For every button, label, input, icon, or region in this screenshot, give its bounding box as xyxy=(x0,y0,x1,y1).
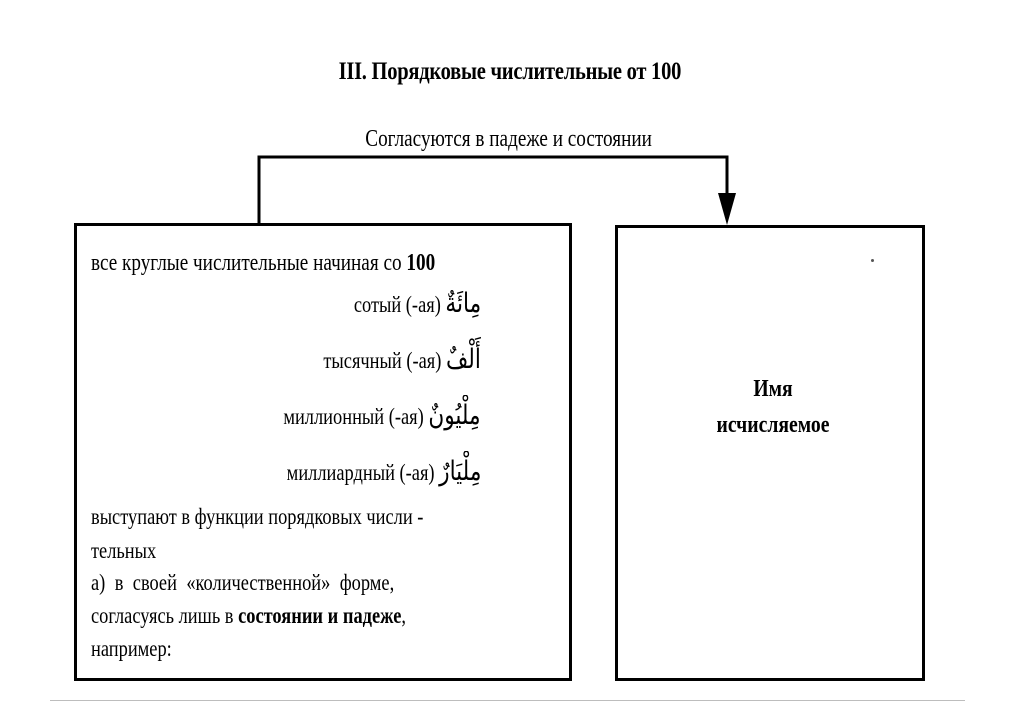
subtitle: Согласуются в падеже и состоянии xyxy=(365,126,652,152)
numeral-arabic: مِلْيَارٌ xyxy=(438,456,481,487)
page-title: III. Порядковые числительные от 100 xyxy=(338,58,682,85)
bottom-divider xyxy=(50,700,965,701)
numeral-arabic: مِائَةٌ xyxy=(445,288,481,319)
numeral-item xyxy=(284,400,481,431)
point-a-line-1: а) в своей «количественной» форме, xyxy=(91,570,395,595)
numeral-arabic: أَلْفٌ xyxy=(446,344,481,375)
numeral-translation: сотый (-ая) xyxy=(353,292,441,317)
numeral-item xyxy=(286,456,481,487)
intro-text: все круглые числительные начиная со xyxy=(91,250,407,276)
numeral-translation: миллиардный (-ая) xyxy=(286,460,435,485)
intro-number: 100 xyxy=(406,250,436,276)
speck-dot xyxy=(871,259,874,262)
point-a-comma: , xyxy=(401,603,406,628)
counted-noun-box xyxy=(615,225,925,681)
counted-noun-label-1: Имя xyxy=(753,376,793,402)
point-a-text: согласуясь лишь в xyxy=(91,603,239,628)
counted-noun-label-2: исчисляемое xyxy=(716,412,830,438)
numeral-arabic: مِلْيُونٌ xyxy=(428,400,481,431)
arrowhead xyxy=(718,193,736,225)
function-line-1: выступают в функции порядковых числи - xyxy=(91,504,424,529)
intro-line xyxy=(91,250,435,277)
connector-line xyxy=(259,157,727,223)
function-line-2: тельных xyxy=(91,538,157,563)
point-a-line-3: например: xyxy=(91,636,172,661)
numeral-translation: миллионный (-ая) xyxy=(283,404,425,429)
point-a-line-2 xyxy=(91,603,406,629)
numeral-item xyxy=(323,344,481,375)
ordinal-rules-box xyxy=(74,223,572,681)
numeral-item xyxy=(354,288,481,319)
point-a-emphasis: состоянии и падеже xyxy=(238,603,402,628)
numeral-translation: тысячный (-ая) xyxy=(323,348,442,373)
